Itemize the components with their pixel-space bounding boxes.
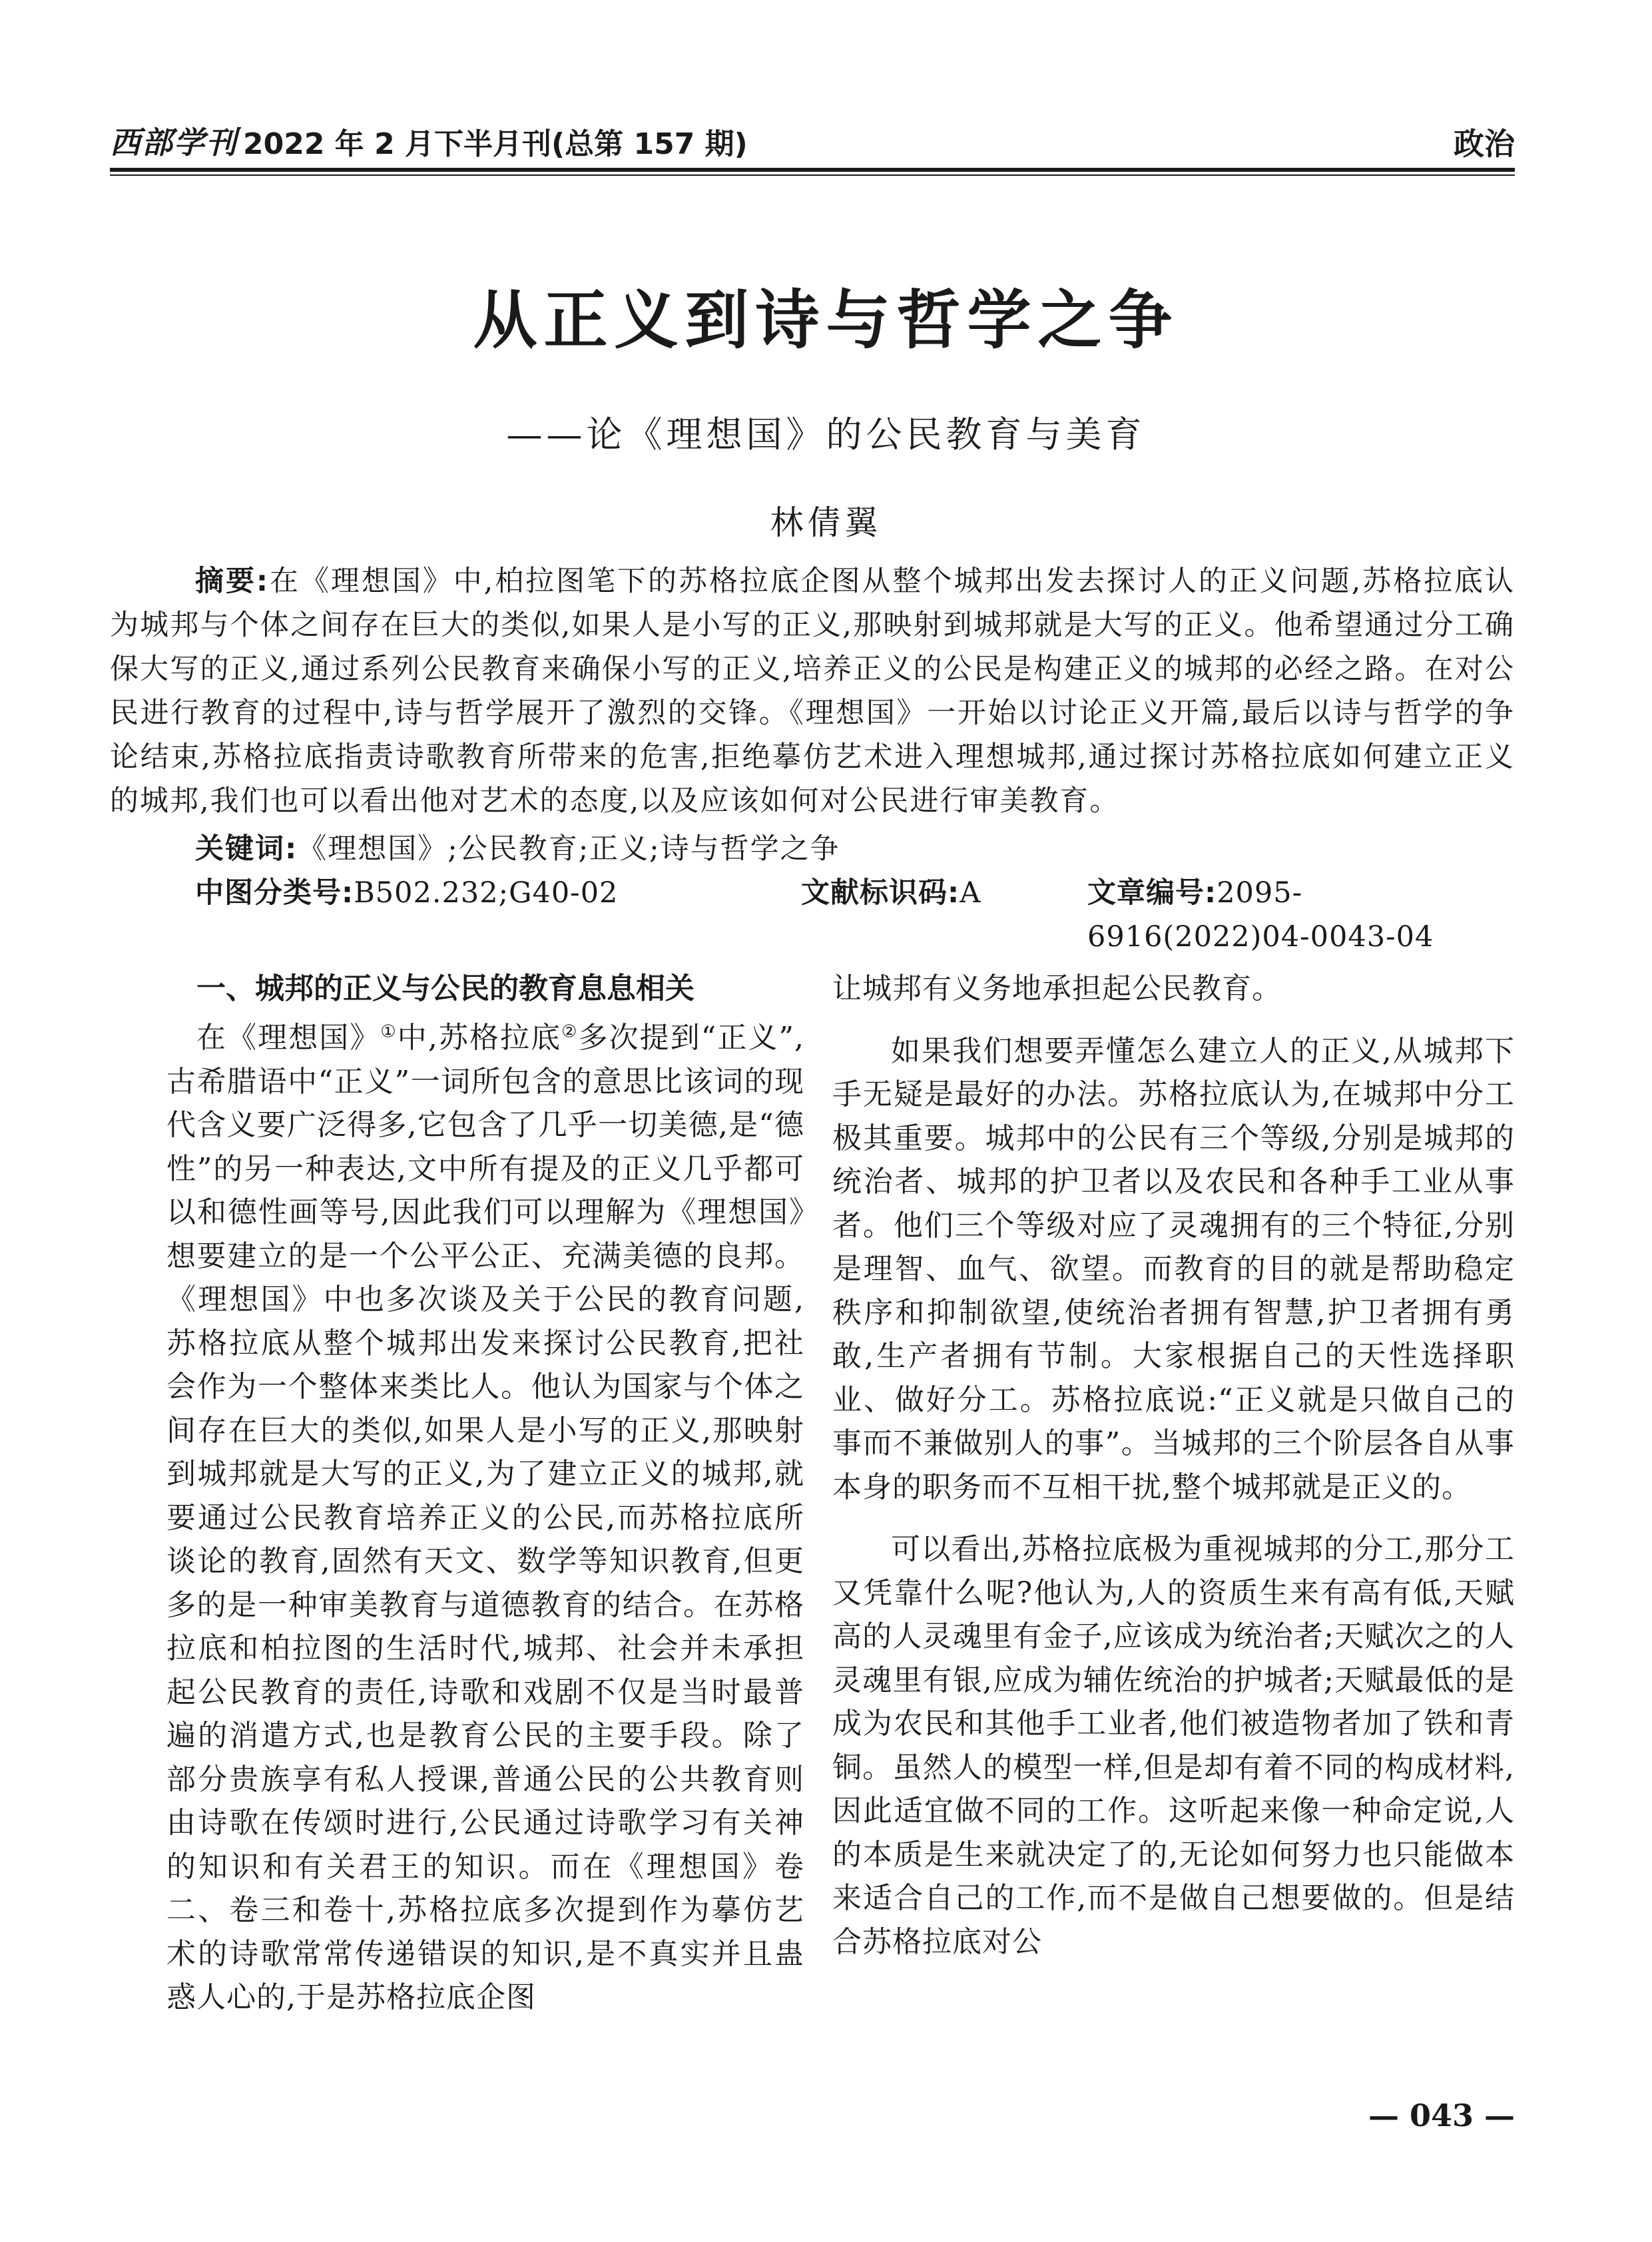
running-header [110, 113, 1515, 160]
body-text: 中,苏格拉底 [397, 1021, 562, 1055]
clc-code [195, 871, 618, 915]
header-rule-thin [110, 174, 1515, 176]
page-number: — 043 — [1368, 2098, 1515, 2133]
section-label: 政治 [1454, 126, 1515, 162]
body-paragraph: 如果我们想要弄懂怎么建立人的正义,从城邦下手无疑是最好的办法。苏格拉底认为,在城邦中分工极其重要。城邦中的公民有三个等级,分别是城邦的统治者、城邦的护卫者以及农民和各种手工业从事者。他们三个等级对应了灵魂拥有的三个特征,分别是理智、血气、欲望。而教育的目的就是帮助稳定秩序和抑制欲望,使统治者拥有智慧,护卫者拥有勇敢,生产者拥有节制。大家根据自己的天性选择职业、做好分工。苏格拉底说:“正义就是只做自己的事而不兼做别人的事”。当城邦的三个阶层各自从事本身的职务而不互相干扰,整个城邦就是正义的。 [832, 1033, 1515, 1504]
left-column [166, 959, 804, 2020]
right-column [832, 959, 1515, 1964]
clc-value: B502.232;G40-02 [354, 876, 619, 910]
keywords-text: 《理想国》;公民教育;正义;诗与哲学之争 [298, 832, 840, 866]
journal-logo: 西部学刊 [110, 125, 238, 160]
classification-line [195, 871, 1515, 954]
article-number-label: 文章编号: [1087, 876, 1217, 910]
body-paragraph: 让城邦有义务地承担起公民教育。 [832, 972, 1282, 1005]
abstract-block [110, 559, 1515, 954]
document-code [801, 871, 981, 915]
abstract-label: 摘要: [195, 565, 270, 598]
body-text: 多次提到“正义”,古希腊语中“正义”一词所包含的意思比该词的现代含义要广泛得多,它包含了几乎一切美德,是“德性”的另一种表达,文中所有提及的正义几乎都可以和德性画等号,因此我们可以理解为《理想国》想要建立的是一个公平公正、充满美德的良邦。《理想国》中也多次谈及关于公民的教育问题,苏格拉底从整个城邦出发来探讨公民教育,把社会作为一个整体来类比人。他认为国家与个体之间存在巨大的类似,如果人是小写的正义,那映射到城邦就是大写的正义,为了建立正义的城邦,就要通过公民教育培养正义的公民,而苏格拉底所谈论的教育,固然有天文、数学等知识教育,但更多的是一种审美教育与道德教育的结合。在苏格拉底和柏拉图的生活时代,城邦、社会并未承担起公民教育的责任,诗歌和戏剧不仅是当时最普遍的消遣方式,也是教育公民的主要手段。除了部分贵族享有私人授课,普通公民的公共教育则由诗歌在传颂时进行,公民通过诗歌学习有关神的知识和有关君王的知识。而在《理想国》卷二、卷三和卷十,苏格拉底多次提到作为摹仿艺术的诗歌常常传递错误的知识,是不真实并且蛊惑人心的,于是苏格拉底企图 [166, 1021, 804, 2014]
keywords-label: 关键词: [195, 832, 298, 866]
article-title: 从正义到诗与哲学之争 [473, 282, 1179, 358]
keywords [195, 827, 1515, 871]
body-text: 在《理想国》 [196, 1021, 381, 1055]
article-number [1087, 871, 1515, 959]
article-author: 林倩翼 [770, 503, 882, 542]
clc-label: 中图分类号: [195, 876, 354, 910]
section-heading: 一、城邦的正义与公民的教育息息相关 [196, 972, 694, 1005]
abstract [110, 559, 1515, 823]
issue-info: 2022 年 2 月下半月刊(总第 157 期) [243, 127, 748, 161]
body-paragraph [166, 1016, 804, 2020]
document-code-label: 文献标识码: [801, 876, 960, 910]
article-number-value: 2095-6916(2022)04-0043-04 [1087, 876, 1434, 954]
body-paragraph: 可以看出,苏格拉底极为重视城邦的分工,那分工又凭靠什么呢?他认为,人的资质生来有高有低,天赋高的人灵魂里有金子,应该成为统治者;天赋次之的人灵魂里有银,应成为辅佐统治的护城者;天赋最低的是成为农民和其他手工业者,他们被造物者加了铁和青铜。虽然人的模型一样,但是却有着不同的构成材料,因此适宜做不同的工作。这听起来像一种命定说,人的本质是生来就决定了的,无论如何努力也只能做本来适合自己的工作,而不是做自己想要做的。但是结合苏格拉底对公 [832, 1532, 1515, 1959]
document-code-value: A [960, 876, 981, 910]
footnote-ref: ① [380, 1021, 398, 1042]
header-rule [110, 168, 1515, 172]
abstract-text: 在《理想国》中,柏拉图笔下的苏格拉底企图从整个城邦出发去探讨人的正义问题,苏格拉底认为城邦与个体之间存在巨大的类似,如果人是小写的正义,那映射到城邦就是大写的正义。他希望通过分工确保大写的正义,通过系列公民教育来确保小写的正义,培养正义的公民是构建正义的城邦的必经之路。在对公民进行教育的过程中,诗与哲学展开了激烈的交锋。《理想国》一开始以讨论正义开篇,最后以诗与哲学的争论结束,苏格拉底指责诗歌教育所带来的危害,拒绝摹仿艺术进入理想城邦,通过探讨苏格拉底如何建立正义的城邦,我们也可以看出他对艺术的态度,以及应该如何对公民进行审美教育。 [110, 565, 1515, 818]
article-subtitle: ——论《理想国》的公民教育与美育 [506, 414, 1146, 455]
footnote-ref: ② [561, 1021, 579, 1042]
